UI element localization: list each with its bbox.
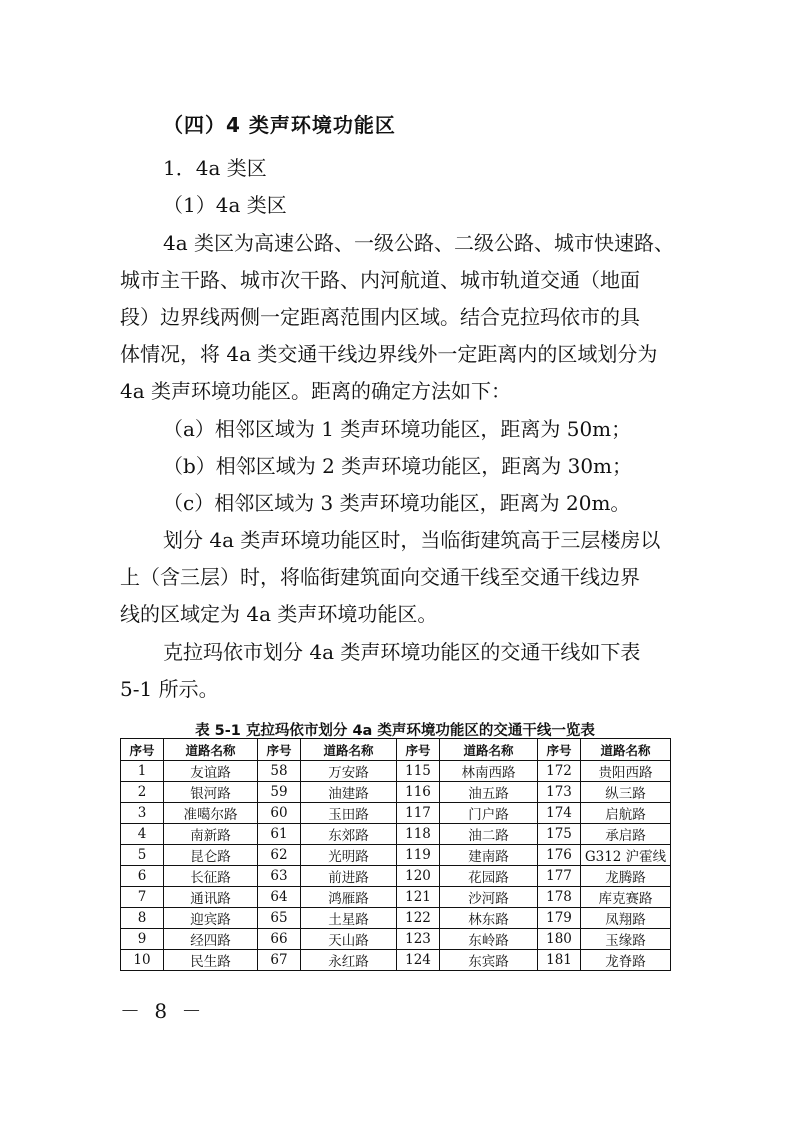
road-name-cell: 通讯路 xyxy=(164,887,258,908)
road-name-cell: 长征路 xyxy=(164,866,258,887)
road-name-cell: 贵阳西路 xyxy=(581,761,671,782)
list-item: （c）相邻区域为 3 类声环境功能区，距离为 20m。 xyxy=(163,491,631,515)
section-heading: （四）4 类声环境功能区 xyxy=(163,113,396,137)
road-name-cell: G312 沪霍线 xyxy=(581,845,671,866)
road-name-cell: 光明路 xyxy=(301,845,397,866)
road-name-cell: 土星路 xyxy=(301,908,397,929)
serial-number-cell: 58 xyxy=(258,761,301,782)
road-name-cell: 沙河路 xyxy=(440,887,538,908)
table-row xyxy=(121,803,671,824)
road-name-cell: 龙脊路 xyxy=(581,950,671,971)
serial-number-cell: 177 xyxy=(538,866,581,887)
road-name-cell: 承启路 xyxy=(581,824,671,845)
road-name-cell: 永红路 xyxy=(301,950,397,971)
table-row xyxy=(121,887,671,908)
table-row xyxy=(121,866,671,887)
table-header-row xyxy=(121,739,671,761)
paragraph-line: 上（含三层）时，将临街建筑面向交通干线至交通干线边界 xyxy=(120,565,640,589)
road-name-cell: 准噶尔路 xyxy=(164,803,258,824)
serial-number-cell: 123 xyxy=(397,929,440,950)
serial-number-cell: 174 xyxy=(538,803,581,824)
serial-number-cell: 117 xyxy=(397,803,440,824)
serial-number-cell: 178 xyxy=(538,887,581,908)
road-name-cell: 启航路 xyxy=(581,803,671,824)
table-row xyxy=(121,761,671,782)
paragraph-line: 5-1 所示。 xyxy=(120,677,219,701)
serial-number-cell: 172 xyxy=(538,761,581,782)
serial-number-cell: 181 xyxy=(538,950,581,971)
road-name-cell: 凤翔路 xyxy=(581,908,671,929)
road-name-cell: 玉田路 xyxy=(301,803,397,824)
serial-number-cell: 121 xyxy=(397,887,440,908)
table-row xyxy=(121,845,671,866)
road-name-cell: 油建路 xyxy=(301,782,397,803)
page-number: － 8 － xyxy=(120,999,206,1023)
header-cell: 序号 xyxy=(121,739,164,761)
paragraph-line: 划分 4a 类声环境功能区时，当临街建筑高于三层楼房以 xyxy=(163,528,661,552)
paragraph-line: 段）边界线两侧一定距离范围内区域。结合克拉玛依市的具 xyxy=(120,305,640,329)
serial-number-cell: 8 xyxy=(121,908,164,929)
paragraph-line: 体情况，将 4a 类交通干线边界线外一定距离内的区域划分为 xyxy=(120,342,658,366)
serial-number-cell: 176 xyxy=(538,845,581,866)
road-name-cell: 前进路 xyxy=(301,866,397,887)
road-name-cell: 库克赛路 xyxy=(581,887,671,908)
road-name-cell: 鸿雁路 xyxy=(301,887,397,908)
road-name-cell: 林东路 xyxy=(440,908,538,929)
serial-number-cell: 1 xyxy=(121,761,164,782)
table-body xyxy=(121,761,671,971)
road-name-cell: 龙腾路 xyxy=(581,866,671,887)
road-name-cell: 南新路 xyxy=(164,824,258,845)
serial-number-cell: 67 xyxy=(258,950,301,971)
serial-number-cell: 2 xyxy=(121,782,164,803)
road-name-cell: 银河路 xyxy=(164,782,258,803)
table-row xyxy=(121,929,671,950)
road-name-cell: 迎宾路 xyxy=(164,908,258,929)
serial-number-cell: 120 xyxy=(397,866,440,887)
serial-number-cell: 122 xyxy=(397,908,440,929)
serial-number-cell: 59 xyxy=(258,782,301,803)
serial-number-cell: 61 xyxy=(258,824,301,845)
paragraph-line: 4a 类区为高速公路、一级公路、二级公路、城市快速路、 xyxy=(163,231,675,255)
road-name-cell: 建南路 xyxy=(440,845,538,866)
paragraph-line: 线的区域定为 4a 类声环境功能区。 xyxy=(120,602,438,626)
road-name-cell: 东郊路 xyxy=(301,824,397,845)
road-name-cell: 民生路 xyxy=(164,950,258,971)
serial-number-cell: 3 xyxy=(121,803,164,824)
serial-number-cell: 9 xyxy=(121,929,164,950)
road-name-cell: 万安路 xyxy=(301,761,397,782)
list-item: （a）相邻区域为 1 类声环境功能区，距离为 50m； xyxy=(163,417,632,441)
header-cell: 道路名称 xyxy=(581,739,671,761)
header-cell: 道路名称 xyxy=(301,739,397,761)
serial-number-cell: 116 xyxy=(397,782,440,803)
serial-number-cell: 66 xyxy=(258,929,301,950)
road-name-cell: 纵三路 xyxy=(581,782,671,803)
serial-number-cell: 118 xyxy=(397,824,440,845)
road-name-cell: 经四路 xyxy=(164,929,258,950)
road-name-cell: 东岭路 xyxy=(440,929,538,950)
header-cell: 序号 xyxy=(258,739,301,761)
road-name-cell: 林南西路 xyxy=(440,761,538,782)
roads-table xyxy=(120,738,671,971)
subsection-title: （1）4a 类区 xyxy=(163,193,287,217)
road-name-cell: 玉缘路 xyxy=(581,929,671,950)
serial-number-cell: 60 xyxy=(258,803,301,824)
serial-number-cell: 119 xyxy=(397,845,440,866)
road-name-cell: 昆仑路 xyxy=(164,845,258,866)
table-row xyxy=(121,824,671,845)
serial-number-cell: 65 xyxy=(258,908,301,929)
road-name-cell: 油五路 xyxy=(440,782,538,803)
serial-number-cell: 62 xyxy=(258,845,301,866)
serial-number-cell: 10 xyxy=(121,950,164,971)
road-name-cell: 花园路 xyxy=(440,866,538,887)
road-name-cell: 东宾路 xyxy=(440,950,538,971)
serial-number-cell: 124 xyxy=(397,950,440,971)
serial-number-cell: 6 xyxy=(121,866,164,887)
paragraph-line: 4a 类声环境功能区。距离的确定方法如下： xyxy=(120,379,512,403)
serial-number-cell: 173 xyxy=(538,782,581,803)
serial-number-cell: 180 xyxy=(538,929,581,950)
serial-number-cell: 64 xyxy=(258,887,301,908)
road-name-cell: 门户路 xyxy=(440,803,538,824)
table-row xyxy=(121,908,671,929)
serial-number-cell: 175 xyxy=(538,824,581,845)
list-item: （b）相邻区域为 2 类声环境功能区，距离为 30m； xyxy=(163,454,633,478)
serial-number-cell: 63 xyxy=(258,866,301,887)
header-cell: 序号 xyxy=(538,739,581,761)
road-name-cell: 油二路 xyxy=(440,824,538,845)
table-row xyxy=(121,950,671,971)
table-row xyxy=(121,782,671,803)
header-cell: 序号 xyxy=(397,739,440,761)
section-title: 1．4a 类区 xyxy=(163,156,267,180)
road-name-cell: 友谊路 xyxy=(164,761,258,782)
paragraph-line: 城市主干路、城市次干路、内河航道、城市轨道交通（地面 xyxy=(120,268,640,292)
header-cell: 道路名称 xyxy=(440,739,538,761)
paragraph-line: 克拉玛依市划分 4a 类声环境功能区的交通干线如下表 xyxy=(163,640,641,664)
serial-number-cell: 4 xyxy=(121,824,164,845)
table-caption: 表 5-1 克拉玛依市划分 4a 类声环境功能区的交通干线一览表 xyxy=(195,723,595,739)
serial-number-cell: 115 xyxy=(397,761,440,782)
serial-number-cell: 7 xyxy=(121,887,164,908)
header-cell: 道路名称 xyxy=(164,739,258,761)
road-name-cell: 天山路 xyxy=(301,929,397,950)
serial-number-cell: 5 xyxy=(121,845,164,866)
serial-number-cell: 179 xyxy=(538,908,581,929)
